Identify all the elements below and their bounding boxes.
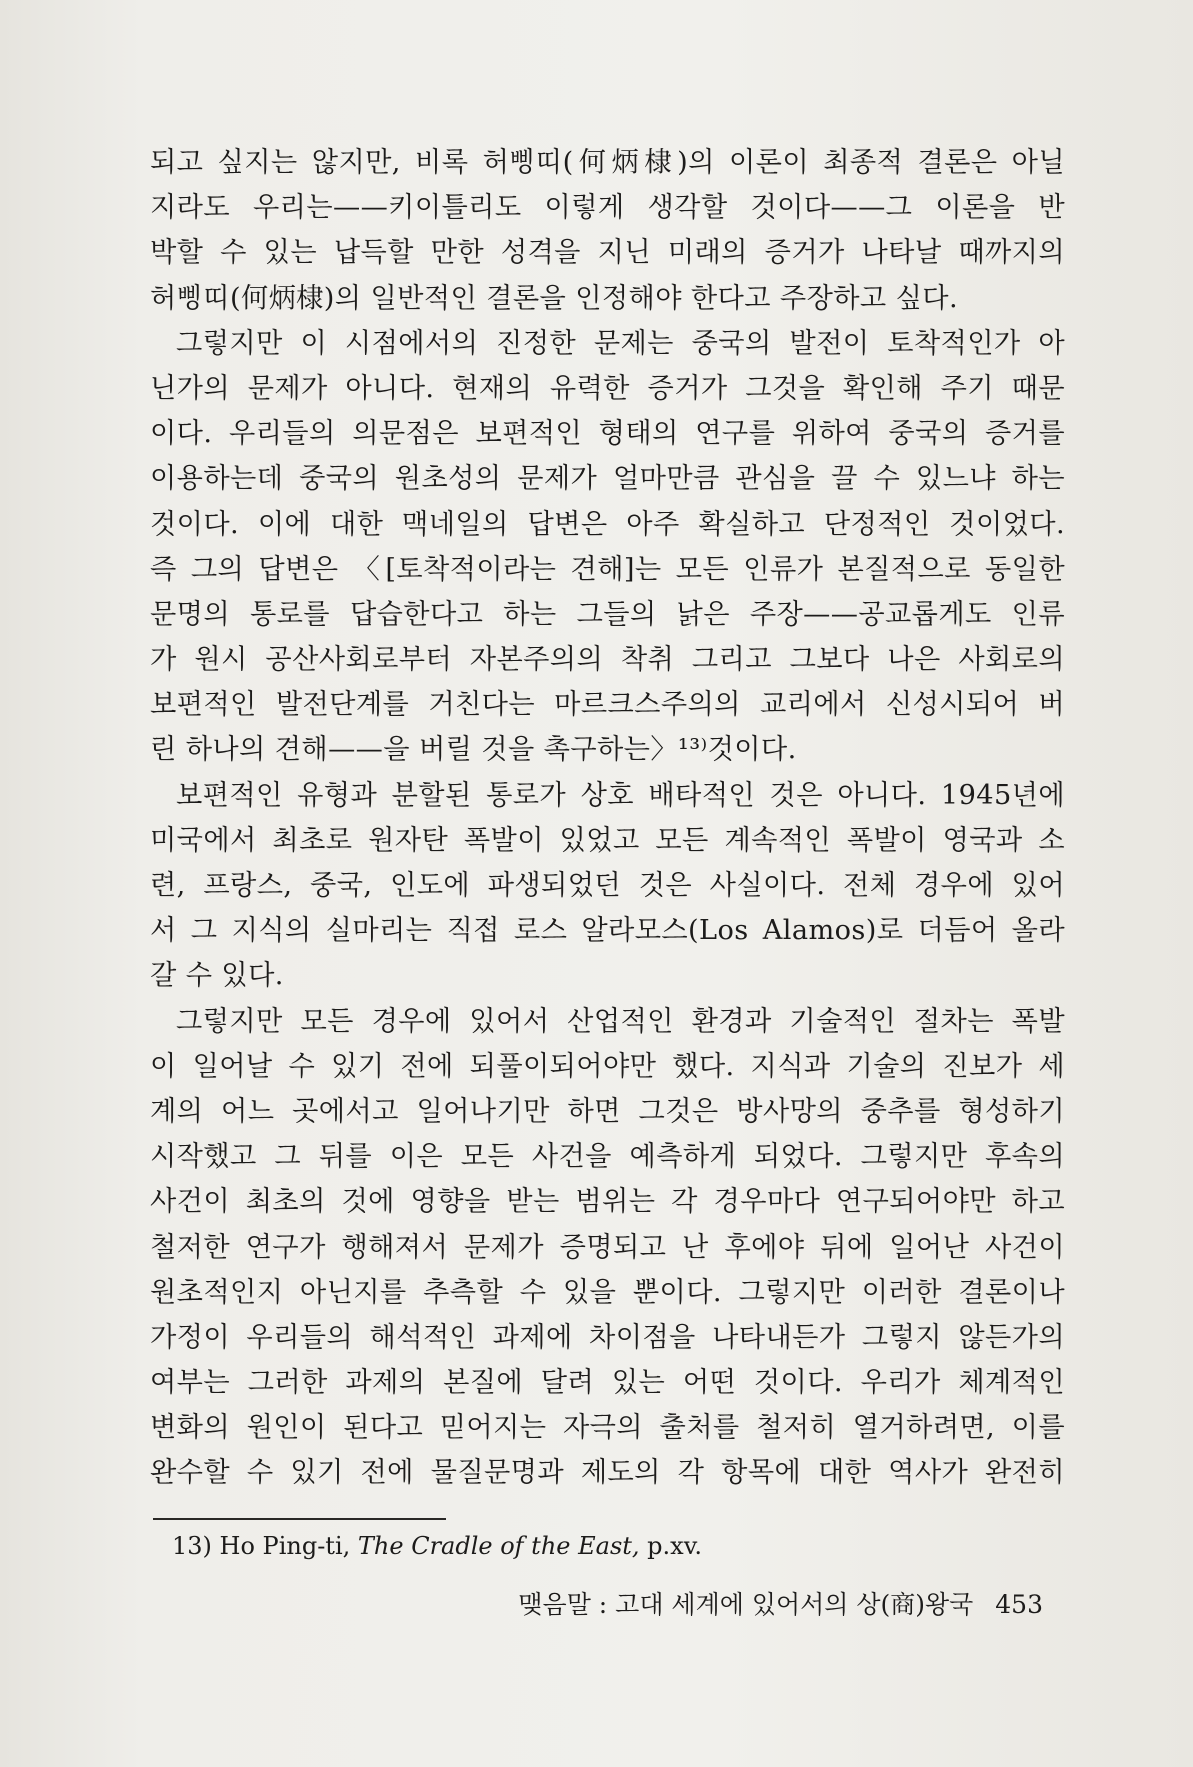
text-line: 박할 수 있는 납득할 만한 성격을 지닌 미래의 증거가 나타날 때까지의 [150,237,1065,269]
text-line: 그렇지만 이 시점에서의 진정한 문제는 중국의 발전이 토착적인가 아 [176,327,1065,359]
text-line: 여부는 그러한 과제의 본질에 달려 있는 어떤 것이다. 우리가 체계적인 [150,1367,1065,1399]
text-line: 가정이 우리들의 해석적인 과제에 차이점을 나타내든가 그렇지 않든가의 [150,1321,1065,1353]
paragraph-p3 [150,773,1065,999]
text-line: 그렇지만 모든 경우에 있어서 산업적인 환경과 기술적인 절차는 폭발 [176,1005,1065,1037]
footnote-page: p.xv. [647,1532,703,1560]
running-footer-title: 맺음말 : 고대 세계에 있어서의 상(商)왕국 [518,1590,974,1619]
text-line: 변화의 원인이 된다고 믿어지는 자극의 출처를 철저히 열거하려면, 이를 [150,1412,1065,1444]
text-line: 이다. 우리들의 의문점은 보편적인 형태의 연구를 위하여 중국의 증거를 [150,418,1065,450]
text-line: 원초적인지 아닌지를 추측할 수 있을 뿐이다. 그렇지만 이러한 결론이나 [150,1276,1065,1308]
text-line: 보편적인 발전단계를 거친다는 마르크스주의의 교리에서 신성시되어 버 [150,689,1065,721]
text-line: 되고 싶지는 않지만, 비록 허삥띠(何炳棣)의 이론이 최종적 결론은 아닐 [150,147,1065,178]
footnote-author: Ho Ping-ti, [219,1532,351,1560]
text-line: 갈 수 있다. [150,960,284,992]
text-line: 문명의 통로를 답습한다고 하는 그들의 낡은 주장——공교롭게도 인류 [150,598,1065,630]
text-line: 즉 그의 답변은 〈[토착적이라는 견해]는 모든 인류가 본질적으로 동일한 [150,553,1065,585]
text-line: 이 일어날 수 있기 전에 되풀이되어야만 했다. 지식과 기술의 진보가 세 [150,1050,1065,1082]
text-line: 완수할 수 있기 전에 물질문명과 제도의 각 항목에 대한 역사가 완전히 [150,1457,1065,1489]
text-line: 허삥띠(何炳棣)의 일반적인 결론을 인정해야 한다고 주장하고 싶다. [150,282,958,314]
text-line: 보편적인 유형과 분할된 통로가 상호 배타적인 것은 아니다. 1945년에 [176,779,1065,811]
text-line: 린 하나의 견해——을 버릴 것을 촉구하는〉¹³⁾것이다. [150,734,797,766]
running-footer [518,1587,1043,1623]
text-line: 것이다. 이에 대한 맥네일의 답변은 아주 확실하고 단정적인 것이었다. [150,508,1065,540]
text-line: 계의 어느 곳에서고 일어나기만 하면 그것은 방사망의 중추를 형성하기 [150,1095,1065,1127]
text-line: 서 그 지식의 실마리는 직접 로스 알라모스(Los Alamos)로 더듬어 올라 [150,915,1065,947]
text-line: 미국에서 최초로 원자탄 폭발이 있었고 모든 계속적인 폭발이 영국과 소 [150,824,1065,856]
footnote-number: 13) [172,1532,212,1560]
text-line: 이용하는데 중국의 원초성의 문제가 얼마만큼 관심을 끌 수 있느냐 하는 [150,463,1065,495]
text-line: 련, 프랑스, 중국, 인도에 파생되었던 것은 사실이다. 전체 경우에 있어 [150,870,1065,901]
page-number: 453 [995,1590,1043,1619]
body-text [150,140,1065,1496]
footnote-13 [172,1528,702,1564]
text-line: 시작했고 그 뒤를 이은 모든 사건을 예측하게 되었다. 그렇지만 후속의 [150,1141,1065,1173]
paragraph-p2 [150,321,1065,773]
text-line: 가 원시 공산사회로부터 자본주의의 착취 그리고 그보다 나은 사회로의 [150,644,1065,676]
paragraph-p4 [150,999,1065,1496]
text-line: 닌가의 문제가 아니다. 현재의 유력한 증거가 그것을 확인해 주기 때문 [150,372,1065,404]
text-line: 지라도 우리는——키이틀리도 이렇게 생각할 것이다——그 이론을 반 [150,192,1065,224]
text-line: 철저한 연구가 행해져서 문제가 증명되고 난 후에야 뒤에 일어난 사건이 [150,1231,1065,1263]
text-line: 사건이 최초의 것에 영향을 받는 범위는 각 경우마다 연구되어야만 하고 [150,1186,1065,1218]
footnote-rule [153,1518,446,1520]
footnote-title: The Cradle of the East, [357,1532,640,1560]
paragraph-p1 [150,140,1065,321]
